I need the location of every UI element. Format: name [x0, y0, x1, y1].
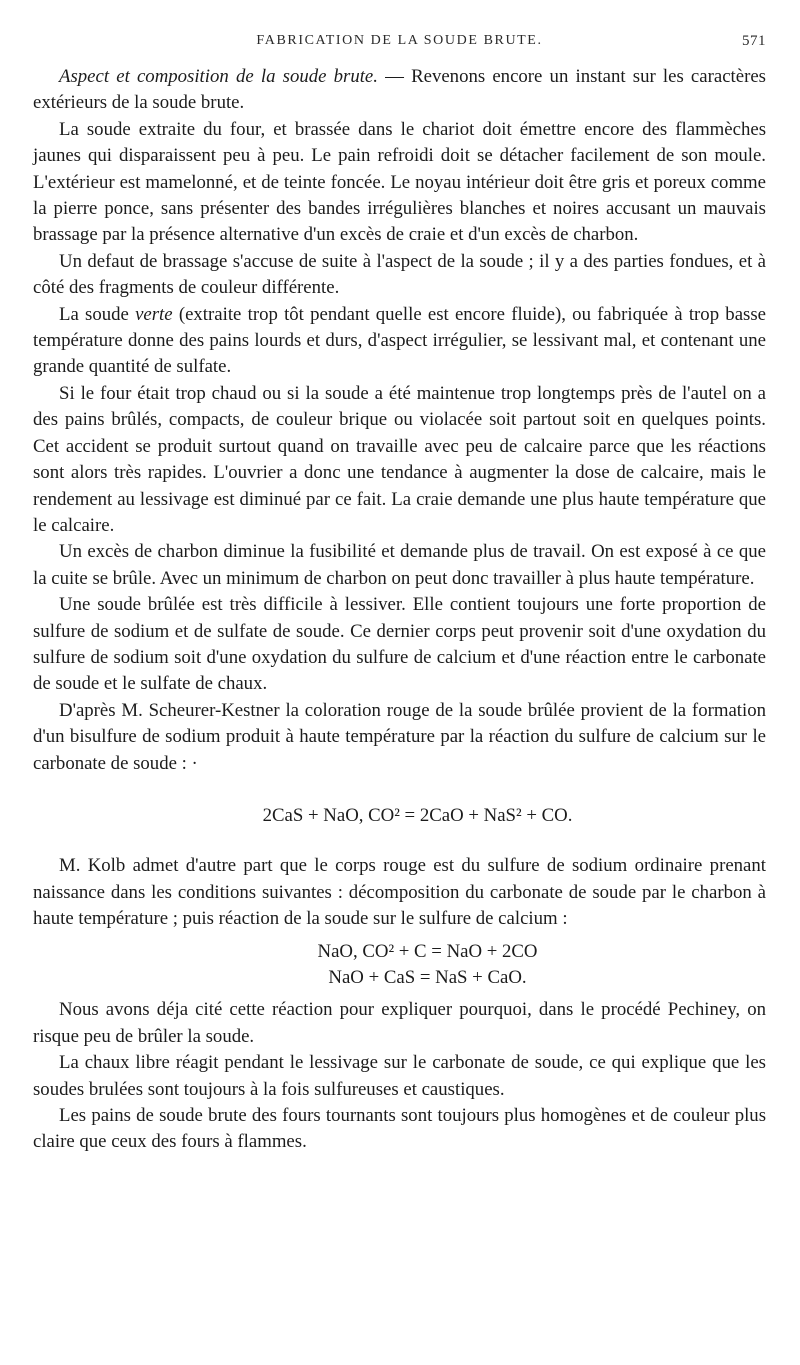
paragraph-aspect-heading [33, 64, 766, 117]
chemical-equation: 2CaS + NaO, CO² = 2CaO + NaS² + CO. [262, 804, 573, 826]
paragraph [33, 302, 766, 381]
equation-block [33, 939, 766, 992]
paragraph: D'après M. Scheurer-Kestner la coloration rouge de la soude brûlée provient de la formation d'un bisulfure de sodium produit à haute température par la réaction du sulfure de calcium sur le carbonate de soude : · [33, 699, 766, 774]
chemical-equation: NaO, CO² + C = NaO + 2CO [317, 940, 538, 962]
paragraph: M. Kolb admet d'autre part que le corps rouge est du sulfure de sodium ordinaire prenant naissance dans les conditions suivantes : décomposition du carbonate de soude par le charbon à haute température ; puis réaction de la soude sur le sulfure de calcium : [33, 855, 766, 930]
paragraph: Si le four était trop chaud ou si la soude a été maintenue trop longtemps près de l'autel on a des pains brûlés, compacts, de couleur brique ou violacée soit partout soit en quelques points. Cet accident se produit surtout quand on travaille avec peu de calcaire parce que les réactions sont alors très rapides. L'ouvrier a donc une tendance à augmenter la dose de calcaire, mais le rendement au lessivage est diminué par ce fait. La craie demande une plus haute température que le calcaire. [33, 382, 766, 536]
running-title: FABRICATION DE LA SOUDE BRUTE. [256, 33, 543, 48]
paragraph: Nous avons déja cité cette réaction pour expliquer pourquoi, dans le procédé Pechiney, on risque peu de brûler la soude. [33, 999, 766, 1047]
body-text [33, 64, 766, 1156]
chemical-equation: NaO + CaS = NaS + CaO. [328, 967, 527, 988]
section-heading: Aspect et composition de la soude brute. [59, 66, 378, 87]
page-number: 571 [742, 33, 766, 49]
text-run: La soude [59, 303, 136, 325]
section-heading-rest: — Revenons encore un instant sur les caractères extérieurs de la soude brute. [33, 66, 766, 114]
paragraph: La soude extraite du four, et brassée dans le chariot doit émettre encore des flammèches jaunes qui disparaissent peu à peu. Le pain refroidi doit se détacher facilement de son moule. L'extérieur est mamelonné, et de teinte foncée. Le noyau intérieur doit être gris et poreux comme la pierre ponce, sans présenter des bandes irrégulières blanches et noires accusant un mauvais brassage par la présence alternative d'un excès de craie et d'un excès de charbon. [33, 118, 766, 246]
paragraph: Un excès de charbon diminue la fusibilité et demande plus de travail. On est exposé à ce que la cuite se brûle. Avec un minimum de charbon on peut donc travailler à plus haute température. [33, 541, 766, 589]
paragraph: La chaux libre réagit pendant le lessivage sur le carbonate de soude, ce qui explique que les soudes brulées sont toujours à la fois sulfureuses et caustiques. [33, 1052, 766, 1100]
paragraph: Les pains de soude brute des fours tournants sont toujours plus homogènes et de couleur plus claire que ceux des fours à flammes. [33, 1105, 766, 1153]
italic-term: verte [135, 303, 173, 325]
paragraph: Une soude brûlée est très difficile à lessiver. Elle contient toujours une forte proportion de sulfure de sodium et de sulfate de soude. Ce dernier corps peut provenir soit d'une oxydation du sulfure de sodium soit d'une oxydation du sulfure de calcium et d'une réaction entre le carbonate de soude et le sulfate de chaux. [33, 594, 766, 695]
book-page [33, 0, 766, 1365]
paragraph: Un defaut de brassage s'accuse de suite à l'aspect de la soude ; il y a des parties fondues, et à côté des fragments de couleur différente. [33, 250, 766, 299]
running-head [33, 33, 766, 53]
text-run: (extraite trop tôt pendant quelle est encore fluide), ou fabriquée à trop basse température donne des pains lourds et durs, d'aspect irrégulier, se lessivant mal, et contenant une grande quantité de sulfate. [33, 303, 766, 378]
